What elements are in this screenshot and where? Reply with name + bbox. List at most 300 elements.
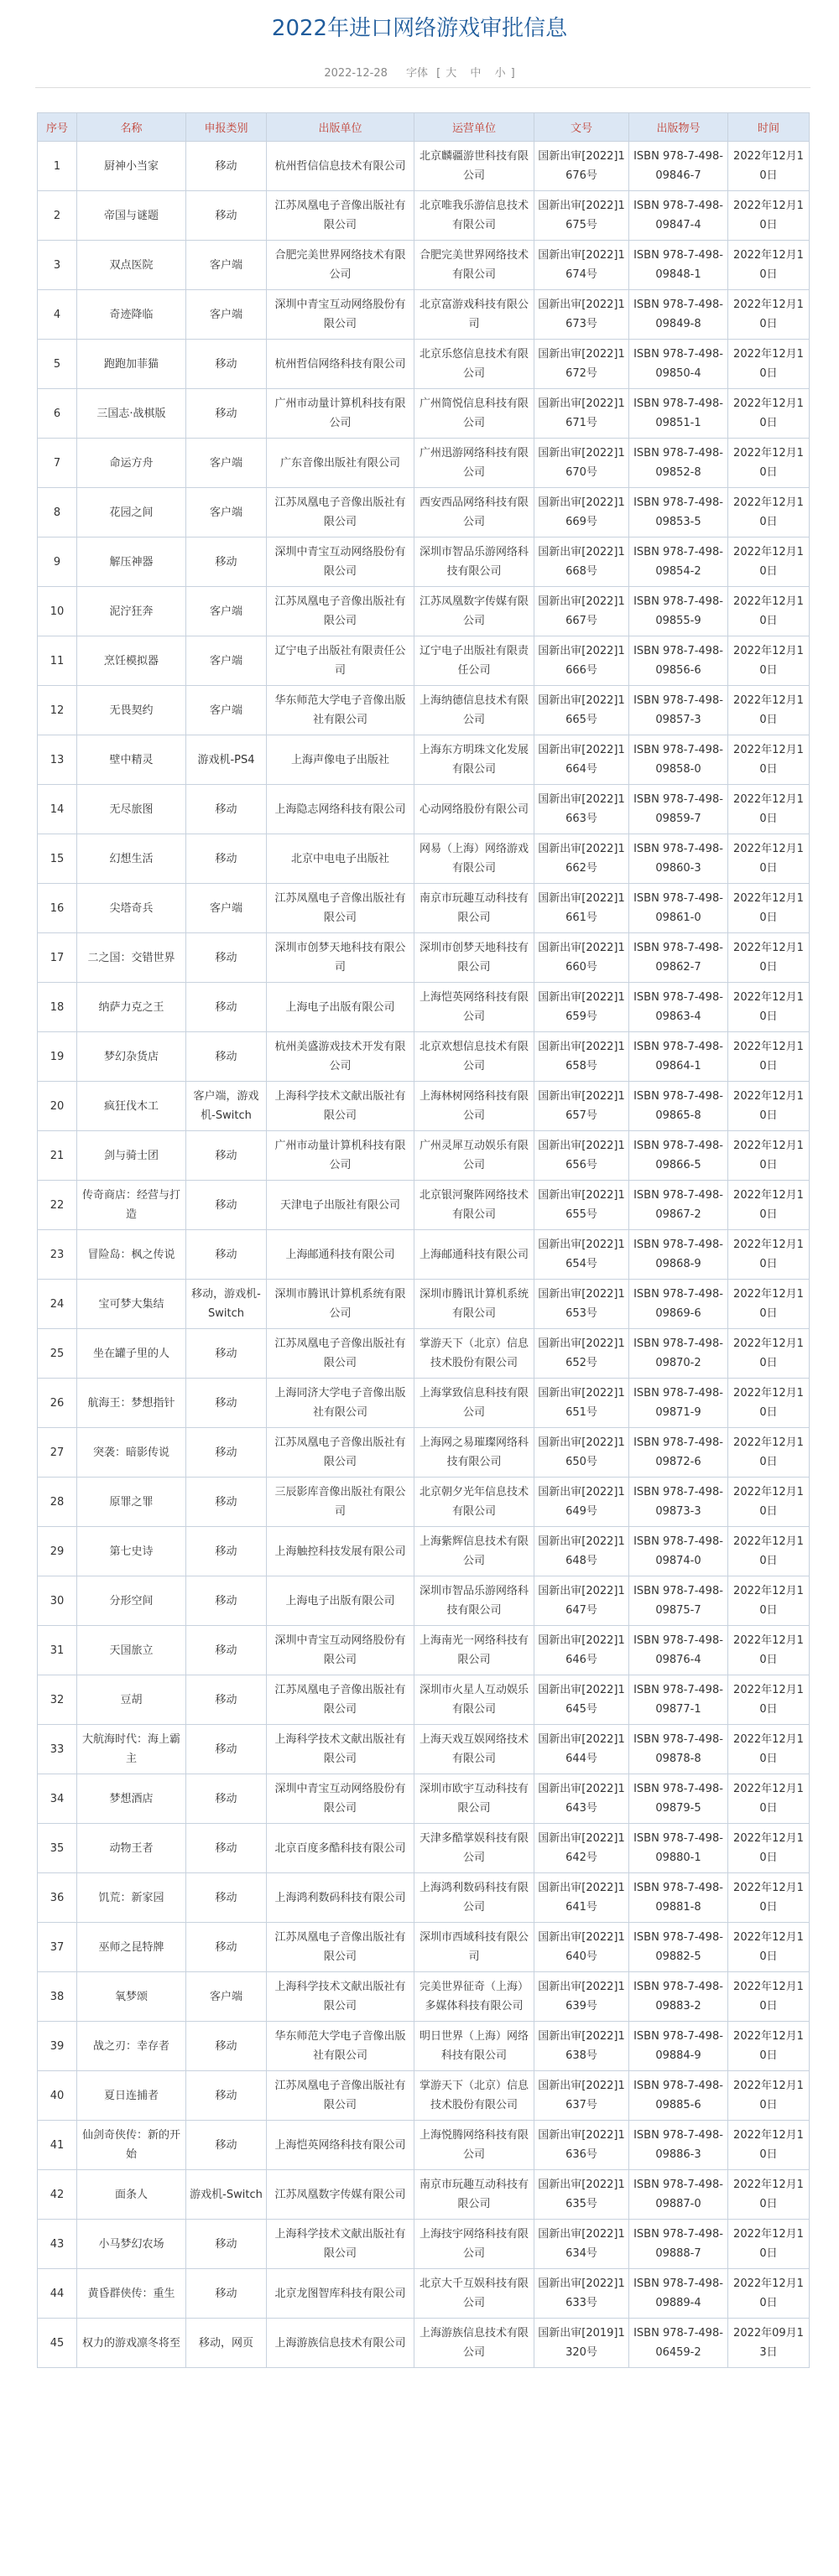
row-index: 11 bbox=[38, 636, 77, 686]
row-index: 32 bbox=[38, 1675, 77, 1725]
operator: 南京市玩趣互动科技有限公司 bbox=[414, 2170, 534, 2220]
row-index: 20 bbox=[38, 1082, 77, 1131]
isbn: ISBN 978-7-498-09887-0 bbox=[629, 2170, 728, 2220]
game-name: 幻想生活 bbox=[77, 834, 186, 884]
publisher: 江苏凤凰电子音像出版社有限公司 bbox=[267, 1329, 414, 1379]
game-name: 战之刃：幸存者 bbox=[77, 2022, 186, 2071]
category: 移动 bbox=[186, 1181, 267, 1230]
publisher: 江苏凤凰电子音像出版社有限公司 bbox=[267, 1428, 414, 1478]
approval-number: 国新出审[2022]1645号 bbox=[534, 1675, 629, 1725]
isbn: ISBN 978-7-498-09874-0 bbox=[629, 1527, 728, 1576]
approval-number: 国新出审[2022]1672号 bbox=[534, 340, 629, 389]
category: 移动 bbox=[186, 1626, 267, 1675]
row-index: 40 bbox=[38, 2071, 77, 2121]
approval-date: 2022年12月10日 bbox=[728, 1082, 810, 1131]
approval-date: 2022年12月10日 bbox=[728, 1329, 810, 1379]
table-row bbox=[38, 2319, 810, 2368]
table-row bbox=[38, 290, 810, 340]
isbn: ISBN 978-7-498-09884-9 bbox=[629, 2022, 728, 2071]
approval-date: 2022年12月10日 bbox=[728, 538, 810, 587]
game-name: 巫师之昆特牌 bbox=[77, 1923, 186, 1972]
publisher: 杭州哲信信息技术有限公司 bbox=[267, 142, 414, 191]
row-index: 24 bbox=[38, 1280, 77, 1329]
row-index: 30 bbox=[38, 1576, 77, 1626]
approval-number: 国新出审[2022]1671号 bbox=[534, 389, 629, 439]
approval-date: 2022年12月10日 bbox=[728, 636, 810, 686]
approval-number: 国新出审[2022]1644号 bbox=[534, 1725, 629, 1774]
operator: 深圳市腾讯计算机系统有限公司 bbox=[414, 1280, 534, 1329]
isbn: ISBN 978-7-498-09854-2 bbox=[629, 538, 728, 587]
isbn: ISBN 978-7-498-09883-2 bbox=[629, 1972, 728, 2022]
operator: 深圳市创梦天地科技有限公司 bbox=[414, 933, 534, 983]
approval-date: 2022年12月10日 bbox=[728, 1972, 810, 2022]
table-row bbox=[38, 1329, 810, 1379]
game-name: 解压神器 bbox=[77, 538, 186, 587]
approval-date: 2022年12月10日 bbox=[728, 735, 810, 785]
operator: 上海恺英网络科技有限公司 bbox=[414, 983, 534, 1032]
isbn: ISBN 978-7-498-09888-7 bbox=[629, 2220, 728, 2269]
approval-date: 2022年12月10日 bbox=[728, 785, 810, 834]
publisher: 上海隐志网络科技有限公司 bbox=[267, 785, 414, 834]
category: 游戏机-PS4 bbox=[186, 735, 267, 785]
approval-number: 国新出审[2022]1637号 bbox=[534, 2071, 629, 2121]
approval-number: 国新出审[2022]1674号 bbox=[534, 241, 629, 290]
table-row bbox=[38, 983, 810, 1032]
isbn: ISBN 978-7-498-09847-4 bbox=[629, 191, 728, 241]
table-row bbox=[38, 389, 810, 439]
row-index: 35 bbox=[38, 1824, 77, 1873]
header-col-operator: 运营单位 bbox=[414, 113, 534, 142]
operator: 广州简悦信息科技有限公司 bbox=[414, 389, 534, 439]
approval-number: 国新出审[2022]1649号 bbox=[534, 1478, 629, 1527]
row-index: 6 bbox=[38, 389, 77, 439]
category: 客户端 bbox=[186, 241, 267, 290]
isbn: ISBN 978-7-498-09886-3 bbox=[629, 2121, 728, 2170]
approval-number: 国新出审[2022]1648号 bbox=[534, 1527, 629, 1576]
publisher: 上海游族信息技术有限公司 bbox=[267, 2319, 414, 2368]
isbn: ISBN 978-7-498-09878-8 bbox=[629, 1725, 728, 1774]
publisher: 深圳市腾讯计算机系统有限公司 bbox=[267, 1280, 414, 1329]
isbn: ISBN 978-7-498-09852-8 bbox=[629, 439, 728, 488]
row-index: 3 bbox=[38, 241, 77, 290]
divider bbox=[35, 87, 810, 88]
approval-number: 国新出审[2022]1653号 bbox=[534, 1280, 629, 1329]
isbn: ISBN 978-7-498-09877-1 bbox=[629, 1675, 728, 1725]
game-name: 权力的游戏凛冬将至 bbox=[77, 2319, 186, 2368]
isbn: ISBN 978-7-498-09882-5 bbox=[629, 1923, 728, 1972]
isbn: ISBN 978-7-498-09865-8 bbox=[629, 1082, 728, 1131]
table-row bbox=[38, 1082, 810, 1131]
isbn: ISBN 978-7-498-09858-0 bbox=[629, 735, 728, 785]
category: 移动 bbox=[186, 785, 267, 834]
category: 客户端 bbox=[186, 290, 267, 340]
isbn: ISBN 978-7-498-09862-7 bbox=[629, 933, 728, 983]
publisher: 北京龙图智库科技有限公司 bbox=[267, 2269, 414, 2319]
operator: 北京大千互娱科技有限公司 bbox=[414, 2269, 534, 2319]
approval-number: 国新出审[2022]1670号 bbox=[534, 439, 629, 488]
approval-date: 2022年12月10日 bbox=[728, 834, 810, 884]
category: 移动 bbox=[186, 2022, 267, 2071]
row-index: 19 bbox=[38, 1032, 77, 1082]
approval-number: 国新出审[2022]1636号 bbox=[534, 2121, 629, 2170]
operator: 南京市玩趣互动科技有限公司 bbox=[414, 884, 534, 933]
category: 客户端 bbox=[186, 686, 267, 735]
publisher: 江苏凤凰电子音像出版社有限公司 bbox=[267, 488, 414, 538]
approval-number: 国新出审[2022]1666号 bbox=[534, 636, 629, 686]
approval-number: 国新出审[2022]1639号 bbox=[534, 1972, 629, 2022]
category: 移动 bbox=[186, 1873, 267, 1923]
operator: 深圳市欧宇互动科技有限公司 bbox=[414, 1774, 534, 1824]
font-size-small[interactable]: 小 bbox=[494, 67, 506, 80]
approval-number: 国新出审[2022]1661号 bbox=[534, 884, 629, 933]
operator: 上海游族信息技术有限公司 bbox=[414, 2319, 534, 2368]
table-row bbox=[38, 1032, 810, 1082]
table-row bbox=[38, 1873, 810, 1923]
game-name: 动物王者 bbox=[77, 1824, 186, 1873]
game-name: 突袭：暗影传说 bbox=[77, 1428, 186, 1478]
operator: 上海鸿利数码科技有限公司 bbox=[414, 1873, 534, 1923]
approval-date: 2022年12月10日 bbox=[728, 340, 810, 389]
approval-number: 国新出审[2022]1643号 bbox=[534, 1774, 629, 1824]
game-name: 分形空间 bbox=[77, 1576, 186, 1626]
publisher: 上海科学技术文献出版社有限公司 bbox=[267, 2220, 414, 2269]
isbn: ISBN 978-7-498-06459-2 bbox=[629, 2319, 728, 2368]
isbn: ISBN 978-7-498-09846-7 bbox=[629, 142, 728, 191]
isbn: ISBN 978-7-498-09861-0 bbox=[629, 884, 728, 933]
table-row bbox=[38, 2022, 810, 2071]
operator: 上海东方明珠文化发展有限公司 bbox=[414, 735, 534, 785]
table-row bbox=[38, 636, 810, 686]
row-index: 10 bbox=[38, 587, 77, 636]
operator: 北京麟疆游世科技有限公司 bbox=[414, 142, 534, 191]
operator: 完美世界征奇（上海）多媒体科技有限公司 bbox=[414, 1972, 534, 2022]
game-name: 奇迹降临 bbox=[77, 290, 186, 340]
table-row bbox=[38, 735, 810, 785]
category: 客户端 bbox=[186, 488, 267, 538]
publisher: 深圳中青宝互动网络股份有限公司 bbox=[267, 1774, 414, 1824]
approval-number: 国新出审[2022]1651号 bbox=[534, 1379, 629, 1428]
row-index: 17 bbox=[38, 933, 77, 983]
publisher: 深圳中青宝互动网络股份有限公司 bbox=[267, 290, 414, 340]
table-row bbox=[38, 439, 810, 488]
publisher: 上海声像电子出版社 bbox=[267, 735, 414, 785]
approval-date: 2022年12月10日 bbox=[728, 2170, 810, 2220]
publisher: 杭州美盛游戏技术开发有限公司 bbox=[267, 1032, 414, 1082]
approval-number: 国新出审[2022]1665号 bbox=[534, 686, 629, 735]
category: 移动 bbox=[186, 2220, 267, 2269]
publisher: 广东音像出版社有限公司 bbox=[267, 439, 414, 488]
game-name: 夏日连捕者 bbox=[77, 2071, 186, 2121]
publisher: 北京中电电子出版社 bbox=[267, 834, 414, 884]
category: 移动 bbox=[186, 389, 267, 439]
isbn: ISBN 978-7-498-09866-5 bbox=[629, 1131, 728, 1181]
publisher: 北京百度多酷科技有限公司 bbox=[267, 1824, 414, 1873]
category: 移动 bbox=[186, 1428, 267, 1478]
approval-number: 国新出审[2022]1635号 bbox=[534, 2170, 629, 2220]
isbn: ISBN 978-7-498-09859-7 bbox=[629, 785, 728, 834]
operator: 心动网络股份有限公司 bbox=[414, 785, 534, 834]
table-row bbox=[38, 1923, 810, 1972]
approval-date: 2022年12月10日 bbox=[728, 1774, 810, 1824]
approval-date: 2022年12月10日 bbox=[728, 686, 810, 735]
isbn: ISBN 978-7-498-09853-5 bbox=[629, 488, 728, 538]
category: 客户端 bbox=[186, 587, 267, 636]
table-row bbox=[38, 538, 810, 587]
publisher: 华东师范大学电子音像出版社有限公司 bbox=[267, 686, 414, 735]
table-row bbox=[38, 1478, 810, 1527]
publisher: 辽宁电子出版社有限责任公司 bbox=[267, 636, 414, 686]
row-index: 8 bbox=[38, 488, 77, 538]
operator: 西安西品网络科技有限公司 bbox=[414, 488, 534, 538]
row-index: 26 bbox=[38, 1379, 77, 1428]
approval-date: 2022年12月10日 bbox=[728, 1923, 810, 1972]
approval-number: 国新出审[2022]1669号 bbox=[534, 488, 629, 538]
game-name: 天国旅立 bbox=[77, 1626, 186, 1675]
header-col-name: 名称 bbox=[77, 113, 186, 142]
isbn: ISBN 978-7-498-09864-1 bbox=[629, 1032, 728, 1082]
approval-number: 国新出审[2022]1657号 bbox=[534, 1082, 629, 1131]
row-index: 29 bbox=[38, 1527, 77, 1576]
approval-date: 2022年12月10日 bbox=[728, 1032, 810, 1082]
approval-date: 2022年12月10日 bbox=[728, 439, 810, 488]
header-col-index: 序号 bbox=[38, 113, 77, 142]
approval-date: 2022年12月10日 bbox=[728, 1280, 810, 1329]
publisher: 上海恺英网络科技有限公司 bbox=[267, 2121, 414, 2170]
category: 移动，网页 bbox=[186, 2319, 267, 2368]
isbn: ISBN 978-7-498-09869-6 bbox=[629, 1280, 728, 1329]
approval-number: 国新出审[2022]1668号 bbox=[534, 538, 629, 587]
game-name: 大航海时代：海上霸主 bbox=[77, 1725, 186, 1774]
approval-table bbox=[37, 112, 810, 2368]
isbn: ISBN 978-7-498-09879-5 bbox=[629, 1774, 728, 1824]
isbn: ISBN 978-7-498-09881-8 bbox=[629, 1873, 728, 1923]
row-index: 39 bbox=[38, 2022, 77, 2071]
operator: 广州灵犀互动娱乐有限公司 bbox=[414, 1131, 534, 1181]
game-name: 壁中精灵 bbox=[77, 735, 186, 785]
isbn: ISBN 978-7-498-09848-1 bbox=[629, 241, 728, 290]
approval-date: 2022年12月10日 bbox=[728, 191, 810, 241]
row-index: 21 bbox=[38, 1131, 77, 1181]
operator: 掌游天下（北京）信息技术股份有限公司 bbox=[414, 1329, 534, 1379]
row-index: 4 bbox=[38, 290, 77, 340]
row-index: 44 bbox=[38, 2269, 77, 2319]
isbn: ISBN 978-7-498-09876-4 bbox=[629, 1626, 728, 1675]
publisher: 江苏凤凰数字传媒有限公司 bbox=[267, 2170, 414, 2220]
approval-number: 国新出审[2022]1650号 bbox=[534, 1428, 629, 1478]
row-index: 22 bbox=[38, 1181, 77, 1230]
publisher: 华东师范大学电子音像出版社有限公司 bbox=[267, 2022, 414, 2071]
operator: 掌游天下（北京）信息技术股份有限公司 bbox=[414, 2071, 534, 2121]
game-name: 三国志·战棋版 bbox=[77, 389, 186, 439]
approval-date: 2022年12月10日 bbox=[728, 2269, 810, 2319]
approval-number: 国新出审[2022]1641号 bbox=[534, 1873, 629, 1923]
page-title: 2022年进口网络游戏审批信息 bbox=[271, 16, 568, 41]
table-row bbox=[38, 2220, 810, 2269]
operator: 明日世界（上海）网络科技有限公司 bbox=[414, 2022, 534, 2071]
isbn: ISBN 978-7-498-09860-3 bbox=[629, 834, 728, 884]
isbn: ISBN 978-7-498-09863-4 bbox=[629, 983, 728, 1032]
isbn: ISBN 978-7-498-09872-6 bbox=[629, 1428, 728, 1478]
table-body bbox=[38, 142, 810, 2368]
game-name: 纳萨力克之王 bbox=[77, 983, 186, 1032]
category: 移动 bbox=[186, 2121, 267, 2170]
game-name: 氧梦颂 bbox=[77, 1972, 186, 2022]
font-size-medium[interactable]: 中 bbox=[470, 67, 482, 80]
operator: 北京朝夕光年信息技术有限公司 bbox=[414, 1478, 534, 1527]
isbn: ISBN 978-7-498-09850-4 bbox=[629, 340, 728, 389]
approval-date: 2022年12月10日 bbox=[728, 1725, 810, 1774]
row-index: 28 bbox=[38, 1478, 77, 1527]
row-index: 37 bbox=[38, 1923, 77, 1972]
category: 移动 bbox=[186, 1527, 267, 1576]
row-index: 9 bbox=[38, 538, 77, 587]
font-size-large[interactable]: 大 bbox=[446, 67, 457, 80]
publisher: 深圳中青宝互动网络股份有限公司 bbox=[267, 1626, 414, 1675]
category: 客户端 bbox=[186, 439, 267, 488]
approval-number: 国新出审[2022]1664号 bbox=[534, 735, 629, 785]
category: 移动 bbox=[186, 1032, 267, 1082]
publisher: 合肥完美世界网络技术有限公司 bbox=[267, 241, 414, 290]
table-row bbox=[38, 1181, 810, 1230]
game-name: 无尽旅图 bbox=[77, 785, 186, 834]
operator: 天津多酷掌娱科技有限公司 bbox=[414, 1824, 534, 1873]
approval-number: 国新出审[2022]1634号 bbox=[534, 2220, 629, 2269]
category: 移动 bbox=[186, 1329, 267, 1379]
publisher: 江苏凤凰电子音像出版社有限公司 bbox=[267, 2071, 414, 2121]
approval-number: 国新出审[2022]1647号 bbox=[534, 1576, 629, 1626]
table-row bbox=[38, 834, 810, 884]
game-name: 厨神小当家 bbox=[77, 142, 186, 191]
operator: 北京富游戏科技有限公司 bbox=[414, 290, 534, 340]
operator: 合肥完美世界网络技术有限公司 bbox=[414, 241, 534, 290]
game-name: 饥荒：新家园 bbox=[77, 1873, 186, 1923]
table-row bbox=[38, 1230, 810, 1280]
category: 移动 bbox=[186, 1131, 267, 1181]
operator: 辽宁电子出版社有限责任公司 bbox=[414, 636, 534, 686]
approval-date: 2022年09月13日 bbox=[728, 2319, 810, 2368]
header-col-date: 时间 bbox=[728, 113, 810, 142]
publisher: 江苏凤凰电子音像出版社有限公司 bbox=[267, 191, 414, 241]
game-name: 无畏契约 bbox=[77, 686, 186, 735]
isbn: ISBN 978-7-498-09868-9 bbox=[629, 1230, 728, 1280]
publisher: 上海科学技术文献出版社有限公司 bbox=[267, 1725, 414, 1774]
isbn: ISBN 978-7-498-09870-2 bbox=[629, 1329, 728, 1379]
operator: 上海紫辉信息技术有限公司 bbox=[414, 1527, 534, 1576]
category: 移动 bbox=[186, 1576, 267, 1626]
isbn: ISBN 978-7-498-09885-6 bbox=[629, 2071, 728, 2121]
table-row bbox=[38, 1428, 810, 1478]
category: 移动 bbox=[186, 1725, 267, 1774]
operator: 北京乐悠信息技术有限公司 bbox=[414, 340, 534, 389]
operator: 北京欢想信息技术有限公司 bbox=[414, 1032, 534, 1082]
header-col-category: 申报类别 bbox=[186, 113, 267, 142]
row-index: 1 bbox=[38, 142, 77, 191]
operator: 网易（上海）网络游戏有限公司 bbox=[414, 834, 534, 884]
table-header-row bbox=[38, 113, 810, 142]
category: 移动 bbox=[186, 2071, 267, 2121]
operator: 江苏凤凰数字传媒有限公司 bbox=[414, 587, 534, 636]
approval-date: 2022年12月10日 bbox=[728, 1873, 810, 1923]
isbn: ISBN 978-7-498-09857-3 bbox=[629, 686, 728, 735]
approval-date: 2022年12月10日 bbox=[728, 1675, 810, 1725]
approval-date: 2022年12月10日 bbox=[728, 142, 810, 191]
approval-number: 国新出审[2022]1663号 bbox=[534, 785, 629, 834]
isbn: ISBN 978-7-498-09849-8 bbox=[629, 290, 728, 340]
game-name: 跑跑加菲猫 bbox=[77, 340, 186, 389]
approval-date: 2022年12月10日 bbox=[728, 241, 810, 290]
row-index: 31 bbox=[38, 1626, 77, 1675]
isbn: ISBN 978-7-498-09873-3 bbox=[629, 1478, 728, 1527]
table-row bbox=[38, 785, 810, 834]
approval-date: 2022年12月10日 bbox=[728, 933, 810, 983]
isbn: ISBN 978-7-498-09880-1 bbox=[629, 1824, 728, 1873]
publisher: 上海鸿利数码科技有限公司 bbox=[267, 1873, 414, 1923]
header-col-isbn: 出版物号 bbox=[629, 113, 728, 142]
row-index: 18 bbox=[38, 983, 77, 1032]
publisher: 杭州哲信网络科技有限公司 bbox=[267, 340, 414, 389]
category: 移动 bbox=[186, 142, 267, 191]
category: 客户端 bbox=[186, 1972, 267, 2022]
isbn: ISBN 978-7-498-09867-2 bbox=[629, 1181, 728, 1230]
table-row bbox=[38, 2170, 810, 2220]
approval-number: 国新出审[2019]1320号 bbox=[534, 2319, 629, 2368]
operator: 上海林树网络科技有限公司 bbox=[414, 1082, 534, 1131]
approval-date: 2022年12月10日 bbox=[728, 389, 810, 439]
isbn: ISBN 978-7-498-09871-9 bbox=[629, 1379, 728, 1428]
approval-date: 2022年12月10日 bbox=[728, 1478, 810, 1527]
table-row bbox=[38, 686, 810, 735]
approval-date: 2022年12月10日 bbox=[728, 1576, 810, 1626]
publisher: 江苏凤凰电子音像出版社有限公司 bbox=[267, 587, 414, 636]
publisher: 广州市动量计算机科技有限公司 bbox=[267, 389, 414, 439]
category: 移动 bbox=[186, 538, 267, 587]
game-name: 小马梦幻农场 bbox=[77, 2220, 186, 2269]
category: 移动 bbox=[186, 1478, 267, 1527]
game-name: 黄昏群侠传：重生 bbox=[77, 2269, 186, 2319]
table-row bbox=[38, 1379, 810, 1428]
game-name: 坐在罐子里的人 bbox=[77, 1329, 186, 1379]
table-row bbox=[38, 142, 810, 191]
table-row bbox=[38, 587, 810, 636]
approval-date: 2022年12月10日 bbox=[728, 1379, 810, 1428]
publisher: 广州市动量计算机科技有限公司 bbox=[267, 1131, 414, 1181]
approval-number: 国新出审[2022]1654号 bbox=[534, 1230, 629, 1280]
category: 移动 bbox=[186, 933, 267, 983]
publisher: 深圳中青宝互动网络股份有限公司 bbox=[267, 538, 414, 587]
operator: 上海网之易璀璨网络科技有限公司 bbox=[414, 1428, 534, 1478]
header-col-approval-no: 文号 bbox=[534, 113, 629, 142]
publisher: 深圳市创梦天地科技有限公司 bbox=[267, 933, 414, 983]
row-index: 14 bbox=[38, 785, 77, 834]
publisher: 上海电子出版有限公司 bbox=[267, 1576, 414, 1626]
font-size-label: 字体 bbox=[406, 67, 429, 80]
game-name: 梦幻杂货店 bbox=[77, 1032, 186, 1082]
game-name: 传奇商店：经营与打造 bbox=[77, 1181, 186, 1230]
approval-number: 国新出审[2022]1673号 bbox=[534, 290, 629, 340]
game-name: 原罪之罪 bbox=[77, 1478, 186, 1527]
category: 移动 bbox=[186, 1675, 267, 1725]
table-row bbox=[38, 1527, 810, 1576]
approval-date: 2022年12月10日 bbox=[728, 2121, 810, 2170]
publisher: 上海科学技术文献出版社有限公司 bbox=[267, 1082, 414, 1131]
row-index: 13 bbox=[38, 735, 77, 785]
table-row bbox=[38, 1824, 810, 1873]
game-name: 豆胡 bbox=[77, 1675, 186, 1725]
approval-date: 2022年12月10日 bbox=[728, 983, 810, 1032]
approval-date: 2022年12月10日 bbox=[728, 1230, 810, 1280]
category: 移动 bbox=[186, 1774, 267, 1824]
table-row bbox=[38, 1972, 810, 2022]
